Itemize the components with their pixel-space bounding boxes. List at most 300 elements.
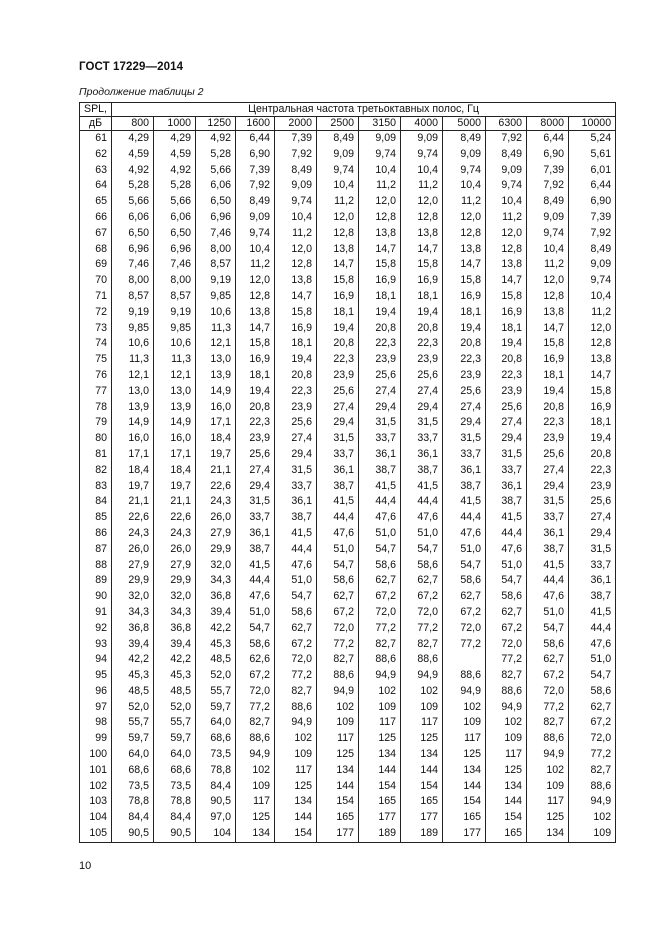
table-cell: 22,3 xyxy=(569,463,616,479)
table-row xyxy=(80,415,616,431)
table-cell: 84,4 xyxy=(154,810,196,826)
table-cell: 144 xyxy=(317,779,359,795)
table-cell: 117 xyxy=(443,731,486,747)
table-cell: 36,1 xyxy=(236,526,275,542)
table-cell: 82,7 xyxy=(317,652,359,668)
table-cell: 62,7 xyxy=(486,605,527,621)
table-cell: 41,5 xyxy=(486,510,527,526)
table-cell: 154 xyxy=(401,779,443,795)
table-cell: 47,6 xyxy=(486,542,527,558)
table-cell: 44,4 xyxy=(486,526,527,542)
table-cell: 31,5 xyxy=(486,447,527,463)
table-row xyxy=(80,178,616,194)
table-cell: 21,1 xyxy=(196,463,236,479)
table-cell: 12,1 xyxy=(196,336,236,352)
table-cell: 23,9 xyxy=(527,431,569,447)
table-cell: 19,4 xyxy=(275,352,317,368)
table-cell: 15,8 xyxy=(569,384,616,400)
table-cell: 48,5 xyxy=(112,684,154,700)
table-cell: 10,4 xyxy=(569,289,616,305)
table-cell: 11,3 xyxy=(154,352,196,368)
table-row xyxy=(80,431,616,447)
table-cell: 7,39 xyxy=(569,210,616,226)
table-cell: 62,7 xyxy=(359,573,401,589)
table-cell: 51,0 xyxy=(236,605,275,621)
table-cell: 45,3 xyxy=(112,668,154,684)
table-cell: 24,3 xyxy=(154,526,196,542)
table-cell: 9,85 xyxy=(112,321,154,337)
table-row xyxy=(80,147,616,163)
table-cell: 77,2 xyxy=(317,637,359,653)
table-cell: 55,7 xyxy=(154,715,196,731)
table-cell: 15,8 xyxy=(317,273,359,289)
table-cell: 32,0 xyxy=(196,558,236,574)
table-cell: 11,2 xyxy=(486,210,527,226)
table-cell: 4,92 xyxy=(196,131,236,147)
table-cell: 20,8 xyxy=(486,352,527,368)
table-cell: 14,7 xyxy=(401,242,443,258)
table-cell: 58,6 xyxy=(317,573,359,589)
table-cell: 8,57 xyxy=(154,289,196,305)
table-cell: 34,3 xyxy=(112,605,154,621)
table-cell: 36,1 xyxy=(443,463,486,479)
table-row xyxy=(80,305,616,321)
table-row xyxy=(80,510,616,526)
table-cell: 15,8 xyxy=(486,289,527,305)
table-cell: 25,6 xyxy=(443,384,486,400)
table-cell: 20,8 xyxy=(443,336,486,352)
table-cell: 21,1 xyxy=(112,494,154,510)
table-cell: 125 xyxy=(317,747,359,763)
table-cell: 45,3 xyxy=(196,637,236,653)
table-cell: 51,0 xyxy=(317,542,359,558)
table-cell: 48,5 xyxy=(154,684,196,700)
table-cell: 27,4 xyxy=(275,431,317,447)
spl-value-cell: 86 xyxy=(80,526,112,542)
table-row xyxy=(80,368,616,384)
table-cell: 5,66 xyxy=(112,194,154,210)
table-cell: 17,1 xyxy=(196,415,236,431)
table-cell: 58,6 xyxy=(401,558,443,574)
table-cell: 9,19 xyxy=(154,305,196,321)
table-cell: 18,1 xyxy=(569,415,616,431)
table-cell: 18,1 xyxy=(359,289,401,305)
table-cell: 41,5 xyxy=(359,479,401,495)
table-cell: 10,4 xyxy=(317,178,359,194)
table-cell: 5,28 xyxy=(154,178,196,194)
spl-value-cell: 79 xyxy=(80,415,112,431)
table-cell: 8,49 xyxy=(317,131,359,147)
table-cell: 18,1 xyxy=(486,321,527,337)
table-cell: 54,7 xyxy=(401,542,443,558)
table-cell: 134 xyxy=(317,763,359,779)
table-cell: 94,9 xyxy=(443,684,486,700)
table-row xyxy=(80,384,616,400)
spl-value-cell: 80 xyxy=(80,431,112,447)
table-cell: 5,61 xyxy=(569,147,616,163)
table-cell: 9,09 xyxy=(527,210,569,226)
table-cell: 18,1 xyxy=(275,336,317,352)
table-cell: 17,1 xyxy=(154,447,196,463)
table-cell: 22,3 xyxy=(527,415,569,431)
table-cell: 117 xyxy=(317,731,359,747)
table-cell: 62,7 xyxy=(317,589,359,605)
table-cell: 27,9 xyxy=(196,526,236,542)
table-cell: 18,1 xyxy=(443,305,486,321)
table-cell: 31,5 xyxy=(317,431,359,447)
table-row xyxy=(80,573,616,589)
table-row xyxy=(80,257,616,273)
table-cell: 16,9 xyxy=(236,352,275,368)
table-cell: 15,8 xyxy=(236,336,275,352)
table-cell: 88,6 xyxy=(443,668,486,684)
table-cell: 82,7 xyxy=(401,637,443,653)
table-cell: 47,6 xyxy=(236,589,275,605)
table-cell: 7,92 xyxy=(275,147,317,163)
table-row xyxy=(80,336,616,352)
table-cell: 38,7 xyxy=(401,463,443,479)
table-cell: 6,50 xyxy=(196,194,236,210)
table-cell: 23,9 xyxy=(569,479,616,495)
table-cell: 117 xyxy=(401,715,443,731)
table-cell: 78,8 xyxy=(196,763,236,779)
table-cell: 27,4 xyxy=(443,400,486,416)
table-cell: 16,9 xyxy=(359,273,401,289)
table-cell: 72,0 xyxy=(317,621,359,637)
table-cell: 25,6 xyxy=(275,415,317,431)
table-cell: 36,1 xyxy=(527,526,569,542)
table-cell: 54,7 xyxy=(486,573,527,589)
table-cell: 94,9 xyxy=(236,747,275,763)
table-cell: 16,0 xyxy=(196,400,236,416)
table-cell: 8,49 xyxy=(527,194,569,210)
table-cell: 94,9 xyxy=(401,668,443,684)
table-row xyxy=(80,731,616,747)
table-cell: 9,19 xyxy=(196,273,236,289)
spl-value-cell: 94 xyxy=(80,652,112,668)
spl-value-cell: 84 xyxy=(80,494,112,510)
table-cell: 102 xyxy=(443,700,486,716)
table-cell: 14,7 xyxy=(359,242,401,258)
table-cell: 94,9 xyxy=(275,715,317,731)
table-cell: 26,0 xyxy=(154,542,196,558)
table-cell: 102 xyxy=(317,700,359,716)
table-cell: 51,0 xyxy=(443,542,486,558)
table-cell: 42,2 xyxy=(154,652,196,668)
spl-value-cell: 95 xyxy=(80,668,112,684)
table-cell: 13,8 xyxy=(401,226,443,242)
table-cell: 12,0 xyxy=(317,210,359,226)
spl-value-cell: 74 xyxy=(80,336,112,352)
table-cell: 13,8 xyxy=(527,305,569,321)
table-cell: 109 xyxy=(443,715,486,731)
table-cell: 29,4 xyxy=(236,479,275,495)
table-row xyxy=(80,779,616,795)
table-cell: 9,09 xyxy=(443,147,486,163)
table-cell: 177 xyxy=(401,810,443,826)
table-cell: 6,06 xyxy=(112,210,154,226)
table-cell: 38,7 xyxy=(486,494,527,510)
table-cell: 77,2 xyxy=(236,700,275,716)
table-cell: 8,49 xyxy=(236,194,275,210)
table-cell: 19,4 xyxy=(317,321,359,337)
table-cell: 9,74 xyxy=(401,147,443,163)
table-cell: 19,4 xyxy=(236,384,275,400)
table-cell: 9,85 xyxy=(196,289,236,305)
table-cell: 6,06 xyxy=(196,178,236,194)
table-cell: 16,0 xyxy=(154,431,196,447)
table-cell: 125 xyxy=(486,763,527,779)
frequency-header-cell: 1000 xyxy=(154,117,196,131)
table-cell: 19,4 xyxy=(527,384,569,400)
table-cell: 59,7 xyxy=(112,731,154,747)
table-cell: 67,2 xyxy=(359,589,401,605)
table-cell: 12,0 xyxy=(486,226,527,242)
table-cell: 39,4 xyxy=(196,605,236,621)
table-cell: 77,2 xyxy=(359,621,401,637)
table-cell: 14,7 xyxy=(317,257,359,273)
table-row xyxy=(80,131,616,147)
table-cell: 19,4 xyxy=(401,305,443,321)
table-row xyxy=(80,652,616,668)
frequency-header-cell: 5000 xyxy=(443,117,486,131)
table-cell: 109 xyxy=(569,826,616,842)
table-cell: 64,0 xyxy=(196,715,236,731)
table-cell: 54,7 xyxy=(569,668,616,684)
table-row xyxy=(80,542,616,558)
table-cell: 16,0 xyxy=(112,431,154,447)
table-cell: 7,39 xyxy=(527,163,569,179)
table-row xyxy=(80,242,616,258)
table-cell: 16,9 xyxy=(486,305,527,321)
table-cell: 33,7 xyxy=(275,479,317,495)
table-cell: 18,1 xyxy=(401,289,443,305)
table-cell: 102 xyxy=(527,763,569,779)
table-row xyxy=(80,352,616,368)
table-cell: 68,6 xyxy=(154,763,196,779)
table-cell: 39,4 xyxy=(112,637,154,653)
table-cell: 6,44 xyxy=(569,178,616,194)
table-cell: 29,9 xyxy=(154,573,196,589)
table-cell: 44,4 xyxy=(359,494,401,510)
table-cell: 62,6 xyxy=(236,652,275,668)
table-row xyxy=(80,226,616,242)
spl-value-cell: 92 xyxy=(80,621,112,637)
table-cell: 9,19 xyxy=(112,305,154,321)
table-cell: 16,9 xyxy=(401,273,443,289)
table-cell: 25,6 xyxy=(317,384,359,400)
table-cell: 12,0 xyxy=(236,273,275,289)
table-cell: 6,90 xyxy=(569,194,616,210)
table-cell: 51,0 xyxy=(401,526,443,542)
table-cell: 5,24 xyxy=(569,131,616,147)
table-cell: 38,7 xyxy=(317,479,359,495)
table-cell: 64,0 xyxy=(112,747,154,763)
table-cell: 31,5 xyxy=(443,431,486,447)
table-cell: 58,6 xyxy=(486,589,527,605)
table-cell: 125 xyxy=(443,747,486,763)
table-cell: 72,0 xyxy=(443,621,486,637)
table-row xyxy=(80,605,616,621)
table-cell: 58,6 xyxy=(527,637,569,653)
table-cell: 6,90 xyxy=(236,147,275,163)
table-cell: 7,92 xyxy=(236,178,275,194)
table-cell: 4,59 xyxy=(154,147,196,163)
table-cell: 8,49 xyxy=(569,242,616,258)
table-cell: 22,3 xyxy=(359,336,401,352)
table-row xyxy=(80,526,616,542)
table-cell: 15,8 xyxy=(527,336,569,352)
table-cell: 154 xyxy=(443,794,486,810)
table-cell: 82,7 xyxy=(569,763,616,779)
table-cell: 14,7 xyxy=(527,321,569,337)
table-cell: 12,8 xyxy=(527,289,569,305)
table-cell: 144 xyxy=(401,763,443,779)
table-cell: 134 xyxy=(527,826,569,842)
table-cell: 97,0 xyxy=(196,810,236,826)
table-cell: 13,8 xyxy=(569,352,616,368)
table-cell: 72,0 xyxy=(275,652,317,668)
table-cell: 29,9 xyxy=(196,542,236,558)
table-cell: 27,9 xyxy=(154,558,196,574)
table-cell: 4,29 xyxy=(154,131,196,147)
table-cell: 51,0 xyxy=(359,526,401,542)
table-cell: 33,7 xyxy=(317,447,359,463)
table-cell: 22,3 xyxy=(486,368,527,384)
table-cell: 22,6 xyxy=(112,510,154,526)
table-cell: 10,6 xyxy=(112,336,154,352)
table-cell: 29,4 xyxy=(486,431,527,447)
table-row xyxy=(80,794,616,810)
frequency-header-cell: 3150 xyxy=(359,117,401,131)
table-cell: 6,50 xyxy=(112,226,154,242)
table-cell: 72,0 xyxy=(401,605,443,621)
spl-value-cell: 105 xyxy=(80,826,112,842)
table-cell: 12,8 xyxy=(359,210,401,226)
table-cell: 52,0 xyxy=(154,700,196,716)
table-cell: 154 xyxy=(275,826,317,842)
frequency-header-cell: 1600 xyxy=(236,117,275,131)
table-cell: 22,3 xyxy=(236,415,275,431)
spl-value-cell: 96 xyxy=(80,684,112,700)
table-cell: 17,1 xyxy=(112,447,154,463)
table-cell: 12,0 xyxy=(275,242,317,258)
frequency-header-cell: 10000 xyxy=(569,117,616,131)
table-cell: 125 xyxy=(527,810,569,826)
table-cell: 144 xyxy=(275,810,317,826)
table-cell: 48,5 xyxy=(196,652,236,668)
table-cell: 15,8 xyxy=(275,305,317,321)
table-cell: 13,8 xyxy=(359,226,401,242)
table-cell: 77,2 xyxy=(443,637,486,653)
table-cell: 10,4 xyxy=(401,163,443,179)
table-row xyxy=(80,637,616,653)
table-cell: 134 xyxy=(236,826,275,842)
table-cell: 67,2 xyxy=(275,637,317,653)
spl-header-top: SPL, xyxy=(80,103,112,117)
table-cell: 47,6 xyxy=(317,526,359,542)
table-cell: 34,3 xyxy=(196,573,236,589)
table-cell: 9,09 xyxy=(359,131,401,147)
table-cell: 15,8 xyxy=(443,273,486,289)
spl-value-cell: 67 xyxy=(80,226,112,242)
spl-value-cell: 66 xyxy=(80,210,112,226)
spl-value-cell: 61 xyxy=(80,131,112,147)
table-cell: 54,7 xyxy=(527,621,569,637)
table-cell: 38,7 xyxy=(236,542,275,558)
table-cell: 23,9 xyxy=(236,431,275,447)
table-cell: 7,92 xyxy=(569,226,616,242)
table-row xyxy=(80,321,616,337)
table-cell: 94,9 xyxy=(317,684,359,700)
table-cell: 22,3 xyxy=(401,336,443,352)
table-cell: 11,3 xyxy=(112,352,154,368)
table-cell: 38,7 xyxy=(275,510,317,526)
table-cell: 9,09 xyxy=(236,210,275,226)
table-cell: 25,6 xyxy=(401,368,443,384)
table-cell: 9,09 xyxy=(486,163,527,179)
table-cell: 8,57 xyxy=(112,289,154,305)
table-cell: 13,9 xyxy=(196,368,236,384)
table-cell: 6,96 xyxy=(196,210,236,226)
table-row xyxy=(80,479,616,495)
frequency-header-cell: 1250 xyxy=(196,117,236,131)
table-cell: 72,0 xyxy=(359,605,401,621)
table-row xyxy=(80,273,616,289)
table-cell: 14,9 xyxy=(154,415,196,431)
table-cell: 13,9 xyxy=(112,400,154,416)
table-cell: 67,2 xyxy=(569,715,616,731)
table-cell: 41,5 xyxy=(317,494,359,510)
table-cell: 13,0 xyxy=(154,384,196,400)
table-cell: 7,92 xyxy=(486,131,527,147)
table-cell: 58,6 xyxy=(569,684,616,700)
table-cell: 52,0 xyxy=(112,700,154,716)
table-cell: 12,0 xyxy=(527,273,569,289)
table-cell: 14,9 xyxy=(112,415,154,431)
table-cell: 27,4 xyxy=(486,415,527,431)
table-cell: 47,6 xyxy=(275,558,317,574)
table-cell: 29,4 xyxy=(359,400,401,416)
table-cell: 36,8 xyxy=(154,621,196,637)
spl-value-cell: 62 xyxy=(80,147,112,163)
table-cell: 102 xyxy=(236,763,275,779)
data-table-container xyxy=(79,102,615,843)
table-cell: 19,7 xyxy=(112,479,154,495)
table-cell: 27,4 xyxy=(317,400,359,416)
table-row xyxy=(80,684,616,700)
table-row xyxy=(80,700,616,716)
table-cell: 20,8 xyxy=(569,447,616,463)
table-cell: 19,7 xyxy=(154,479,196,495)
table-cell: 109 xyxy=(527,779,569,795)
table-cell: 22,3 xyxy=(443,352,486,368)
table-cell: 27,9 xyxy=(112,558,154,574)
table-cell: 117 xyxy=(486,747,527,763)
table-cell: 117 xyxy=(236,794,275,810)
spl-value-cell: 93 xyxy=(80,637,112,653)
table-cell: 12,8 xyxy=(317,226,359,242)
table-cell: 177 xyxy=(317,826,359,842)
table-cell: 18,4 xyxy=(196,431,236,447)
table-row xyxy=(80,210,616,226)
spl-value-cell: 69 xyxy=(80,257,112,273)
table-cell: 44,4 xyxy=(527,573,569,589)
table-cell: 8,57 xyxy=(196,257,236,273)
table-cell: 88,6 xyxy=(275,700,317,716)
spl-value-cell: 64 xyxy=(80,178,112,194)
table-cell: 77,2 xyxy=(486,652,527,668)
